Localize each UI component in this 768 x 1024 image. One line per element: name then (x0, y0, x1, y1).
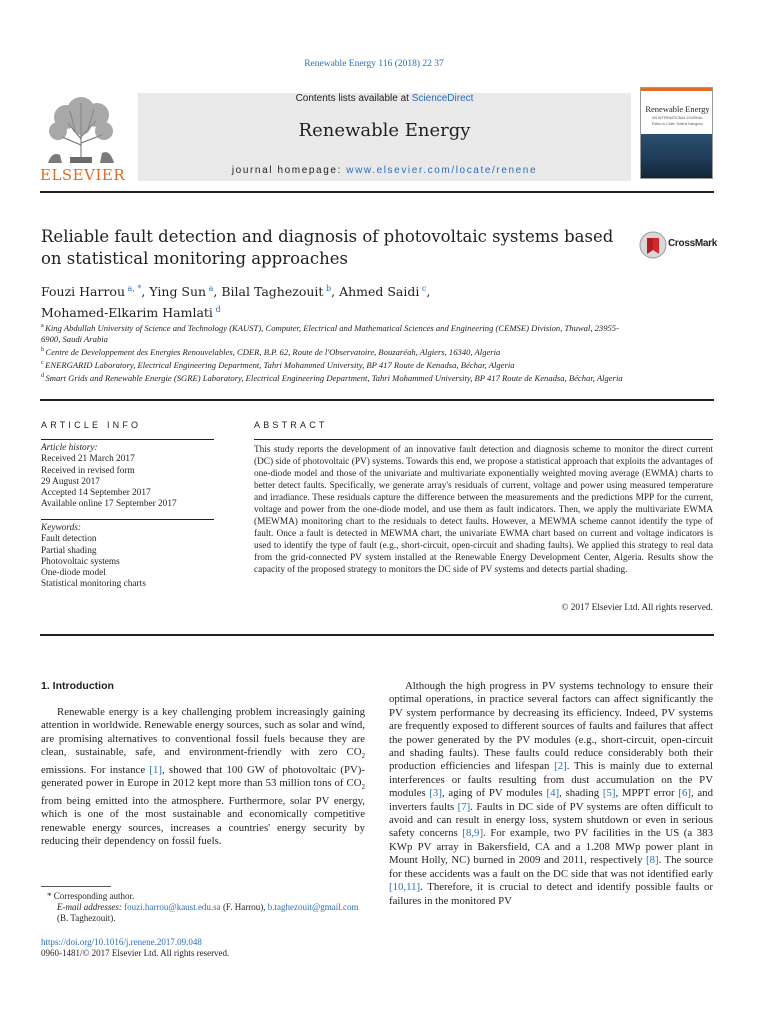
citation-link[interactable]: [3] (429, 787, 442, 800)
crossmark-label[interactable]: CrossMark (668, 238, 717, 249)
affiliation-mark: a (41, 323, 46, 329)
keyword-item: Partial shading (41, 545, 97, 556)
journal-title: Renewable Energy (298, 120, 471, 141)
keywords-rule (41, 519, 214, 520)
section-heading-introduction: 1. Introduction (41, 680, 114, 692)
body-text: , showed that 100 GW of photovoltaic (PV)-generated power in Europe in 2012 kept more than 53 million tons of CO (41, 763, 365, 790)
doi-link[interactable]: https://doi.org/10.1016/j.renene.2017.09.048 (41, 937, 202, 947)
issn-line: 0960-1481/© 2017 Elsevier Ltd. All rights reserved. (41, 948, 230, 958)
abstract-copyright: © 2017 Elsevier Ltd. All rights reserved. (561, 603, 713, 613)
affiliation-item (41, 358, 631, 371)
author-affiliation-mark[interactable]: b (323, 284, 332, 293)
header-rule (40, 191, 714, 193)
author-separator: , (331, 284, 340, 300)
body-text: . This is mainly due to external interferences or faults resulting from dust accumulation on the PV modules (389, 760, 713, 800)
journal-cover (640, 87, 713, 179)
body-text: , aging of PV modules (441, 787, 547, 800)
cover-image (641, 134, 712, 178)
body-text: . For example, two PV facilities in the US (a 383 KWp PV array in Bakersfield, CA and a 1.208 MWp power plant in Mount Holly, NC) burned in 2009 and 2011, respectively (389, 827, 713, 867)
title-rule (40, 399, 714, 401)
body-text: , and inverters faults (389, 787, 713, 813)
body-text: Renewable energy is a key challenging problem increasingly gaining attention in worldwide. Renewable energy sources, such as solar and wind, are promising alternatives to conventional fossil fuels because they are clean, sustainable, safe, and environment-friendly with zero CO (41, 706, 365, 759)
email-link-harrou[interactable]: fouzi.harrou@kaust.edu.sa (124, 902, 221, 912)
subscript: 2 (361, 752, 365, 761)
citation-link[interactable]: [6] (678, 787, 691, 800)
keyword-item: One-diode model (41, 568, 106, 579)
affiliation-list (41, 321, 631, 383)
history-item: Accepted 14 September 2017 (41, 488, 151, 499)
keyword-item: Photovoltaic systems (41, 556, 120, 567)
email-label: E-mail addresses: (57, 902, 125, 912)
author-separator: , (426, 284, 431, 300)
intro-right-paragraph (389, 680, 713, 908)
corresponding-author-note: * Corresponding author. (47, 891, 135, 901)
affiliation-item (41, 371, 631, 384)
body-text: , shading (559, 787, 603, 800)
elsevier-wordmark: ELSEVIER (40, 166, 126, 184)
affiliation-mark: c (41, 359, 46, 366)
citation-link[interactable]: [2] (554, 760, 567, 773)
journal-citation[interactable]: Renewable Energy 116 (2018) 22 37 (304, 59, 444, 69)
sciencedirect-link[interactable]: ScienceDirect (411, 93, 474, 104)
affiliation-mark: b (41, 346, 46, 353)
body-text: . The source for these accidents was a fault on the DC side that was not identified early (389, 854, 714, 880)
affiliation-mark: d (41, 372, 46, 379)
history-item: Received in revised form (41, 465, 135, 476)
cover-subtitle: AN INTERNATIONAL JOURNAL (652, 116, 703, 120)
keyword-items (41, 534, 221, 590)
intro-left-paragraph (41, 706, 365, 848)
article-title: Reliable fault detection and diagnosis of photovoltaic systems based on statistical monitoring approaches (41, 227, 614, 268)
citation-link[interactable]: [8] (645, 854, 659, 867)
body-text: Although the high progress in PV systems technology to ensure their optimal operations, in practice several factors can affect significantly the PV system performance by decreasing its efficiency. Indeed, PV systems are frequently exposed to different sources of faults and failures that affect the power generated by the PV modules (e.g., short-circuit, open-circuit and shading faults). These faults could reduce considerably both their production efficiencies and lifespan (389, 680, 713, 773)
citation-link[interactable]: [4] (546, 787, 560, 800)
affiliation-text: ENERGARID Laboratory, Electrical Engineering Department, Tahri Mohammed University, BP 417 Route de Kenadsa, Béchar, Algeria (45, 359, 515, 370)
author-name: Fouzi Harrou (41, 284, 126, 300)
history-item: Available online 17 September 2017 (41, 499, 177, 510)
abstract-text: This study reports the development of an innovative fault detection and diagnosis scheme to monitor the direct current (DC) side of photovoltaic (PV) systems. Towards this end, we propose a statistical approach that exploits the advantages of one-diode model and those of the univariate and multivariate exponentially weighted moving average (EWMA) charts to better detect faults. Specifically, we generate array's residuals of current, voltage and power using measured temperature and irradiance. These residuals capture the difference between the measurements and the predictions MPP for the current, voltage and power from the one-diode model, and use them as fault indicators. Then, we apply the multivariate EWMA (MEWMA) monitoring chart to the residuals to detect faults. However, a MEWMA scheme cannot identify the type of fault. Once a fault is detected in MEWMA chart, the univariate EWMA chart based on current and voltage indicators is used to identify the type of fault (e.g., short-circuit, open-circuit and shading faults). We applied this strategy to real data from the grid-connected PV system installed at the Renewable Energy Development Center, Algeria. Results show the capacity of the proposed strategy to monitors the DC side of PV systems and detects partial shading. (254, 445, 713, 575)
author-separator: , (141, 284, 150, 300)
author-affiliation-mark[interactable]: a, * (125, 284, 142, 293)
body-text: from being emitted into the atmosphere. Furthermore, solar PV energy, which is one of the most sustainable and economically competitive renewable energy sources, increases a countries' energy security by reducing their dependency on fossil fuels. (41, 794, 365, 847)
subscript: 2 (361, 783, 365, 792)
author-affiliation-mark[interactable]: d (212, 305, 221, 315)
citation-link[interactable]: [7] (457, 800, 471, 813)
author-name: Mohamed-Elkarim Hamlati (41, 305, 213, 321)
affiliation-item (41, 321, 631, 345)
body-text: , MPPT error (615, 787, 679, 800)
body-text: . Therefore, it is crucial to detect and identify possible faults or failures in the monitored PV (389, 881, 713, 907)
citation-link[interactable]: [1] (149, 763, 162, 776)
cover-editor: Editor-in-Chief: Soteris Kalogirou (652, 122, 703, 126)
contents-prefix: Contents lists available at (295, 93, 412, 104)
abstract-heading: ABSTRACT (254, 420, 328, 430)
affiliation-item (41, 345, 631, 358)
article-info-rule (41, 439, 214, 440)
author-list (41, 280, 661, 322)
email-link-taghezouit[interactable]: b.taghezouit@gmail.com (267, 902, 359, 912)
keywords-block (41, 523, 221, 591)
cover-title: Renewable Energy (645, 104, 710, 114)
author-name: Ahmed Saidi (339, 284, 420, 300)
email-note (41, 902, 371, 924)
history-item: 29 August 2017 (41, 476, 100, 487)
footnote-rule (41, 886, 111, 887)
history-label: Article history: (41, 443, 98, 453)
author-separator: , (213, 284, 222, 300)
body-text: emissions. For instance (41, 763, 150, 776)
article-history (41, 443, 221, 511)
citation-link[interactable]: [5] (602, 787, 616, 800)
author-affiliation-mark[interactable]: a (206, 284, 214, 293)
history-item: Received 21 March 2017 (41, 454, 135, 465)
author-name: Ying Sun (149, 284, 207, 300)
citation-link[interactable]: [8,9] (462, 827, 484, 840)
affiliation-text: King Abdullah University of Science and Technology (KAUST), Computer, Electrical and Mathematical Sciences and Engineering (CEMSE) Division, Thuwal, 23955-6900, Saudi Arabia (41, 322, 619, 344)
abstract-rule (254, 439, 713, 440)
abstract-bottom-rule (40, 634, 714, 636)
homepage-prefix: journal homepage: (231, 165, 347, 176)
email-name-harrou: (F. Harrou), (220, 902, 268, 912)
citation-link[interactable]: [10,11] (389, 881, 421, 894)
history-items (41, 454, 221, 510)
author-affiliation-mark[interactable]: c (419, 284, 427, 293)
affiliation-text: Centre de Developpement des Energies Renouvelables, CDER, B.P. 62, Route de l'Observatoire, Bouzaréah, Algiers, 16340, Algeria (45, 346, 501, 357)
email-name-taghezouit: (B. Taghezouit). (57, 913, 116, 923)
homepage-link[interactable]: www.elsevier.com/locate/renene (346, 165, 538, 176)
journal-homepage (138, 165, 631, 176)
keyword-item: Statistical monitoring charts (41, 579, 146, 590)
keywords-label: Keywords: (41, 523, 81, 533)
keyword-item: Fault detection (41, 534, 97, 545)
affiliation-text: Smart Grids and Renewable Energie (SGRE) Laboratory, Electrical Engineering Department, Tahri Mohammed University, BP 417 Route de Kenadsa, Béchar, Algeria (45, 372, 623, 383)
author-name: Bilal Taghezouit (221, 284, 324, 300)
contents-available-line (138, 93, 631, 104)
article-info-heading: ARTICLE INFO (41, 420, 142, 430)
crossmark-icon[interactable] (639, 231, 667, 259)
body-text: . Faults in DC side of PV systems are often difficult to avoid and can result in energy loss, system shutdown or even in serious safety concerns (389, 800, 713, 840)
